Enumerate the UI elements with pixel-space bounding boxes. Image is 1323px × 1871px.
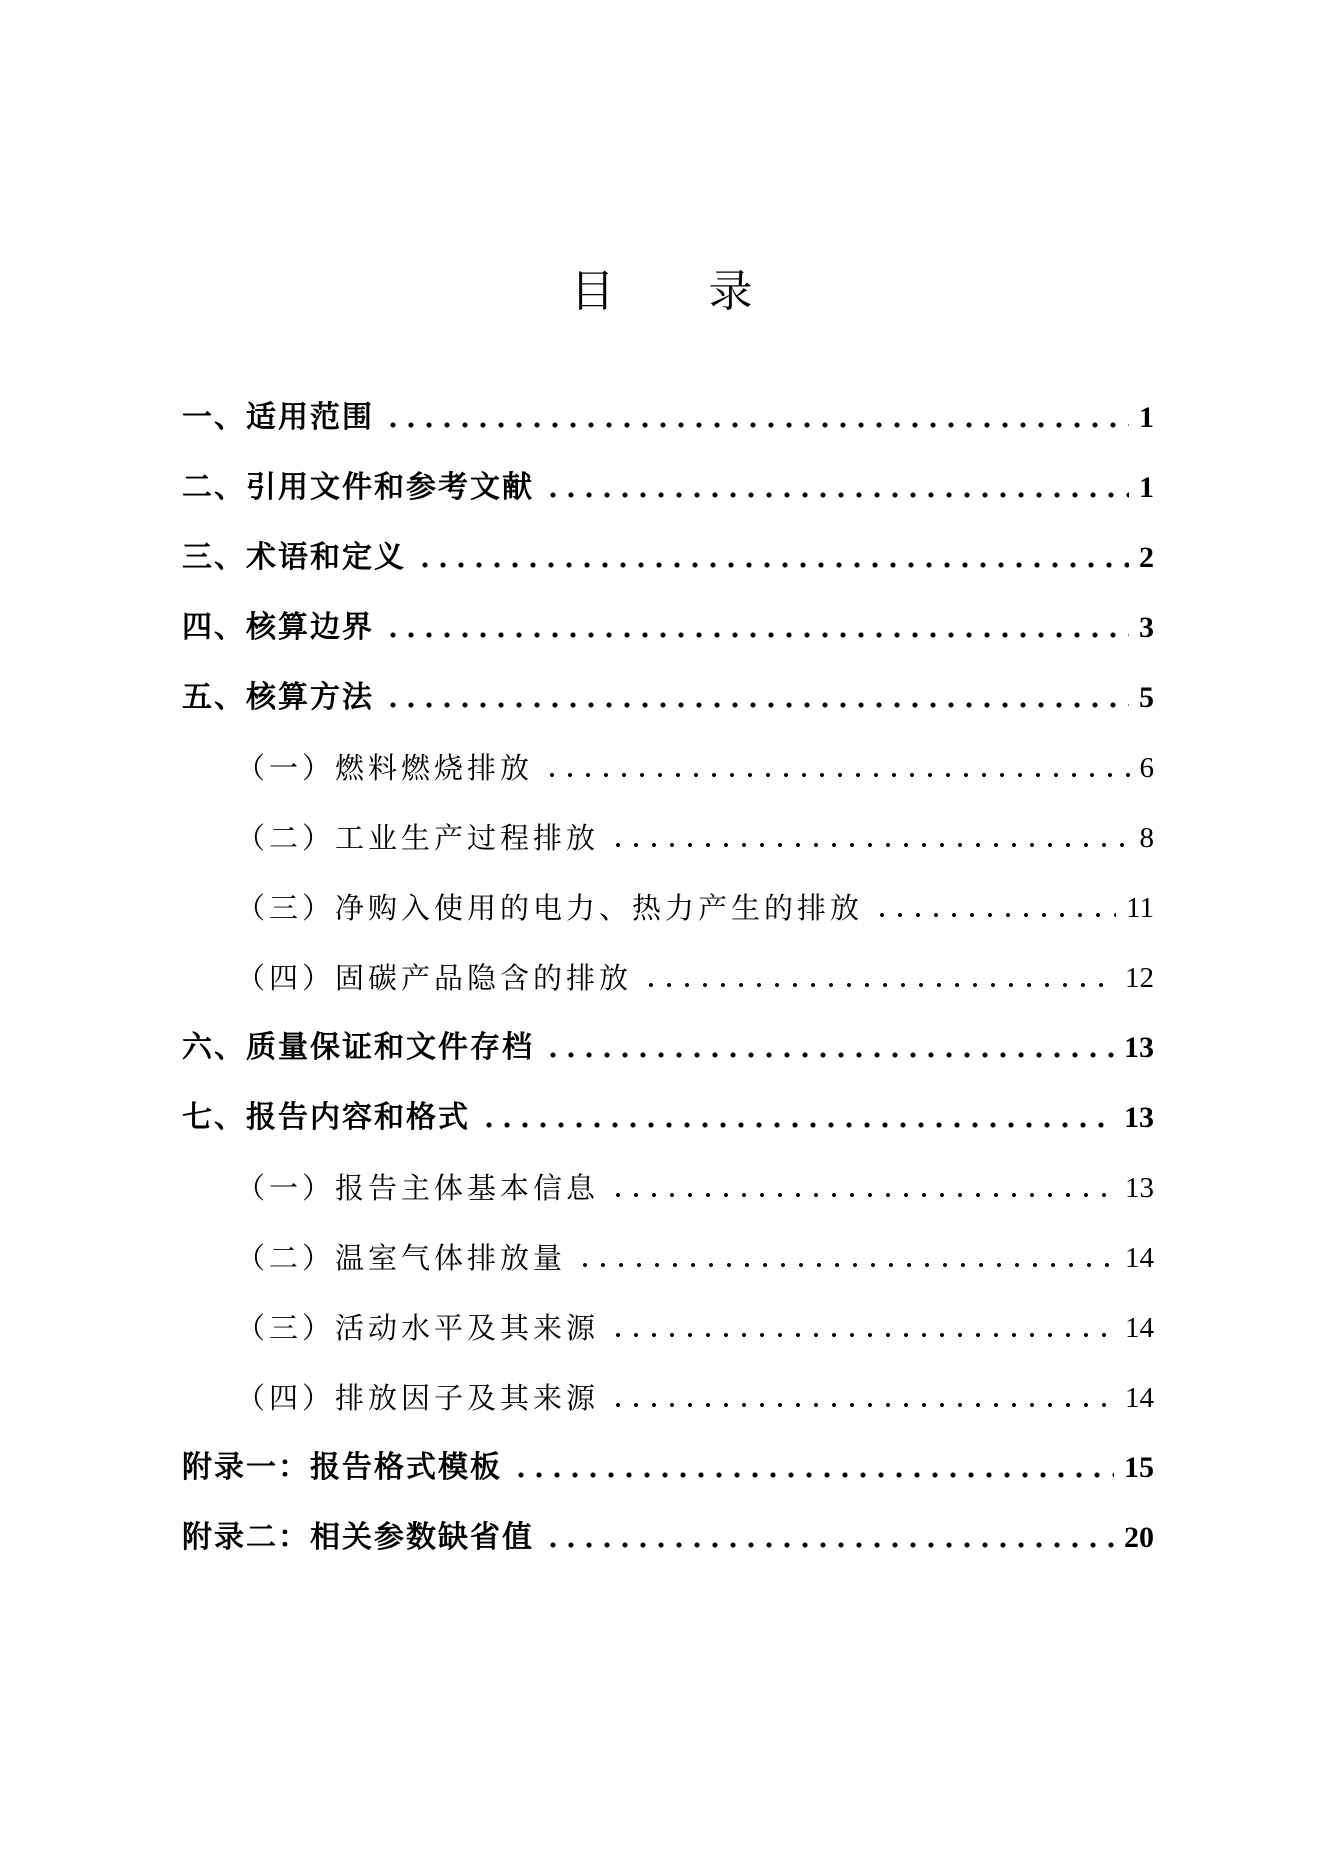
toc-page-number: 1 <box>1139 401 1154 434</box>
toc-dot-leader <box>642 982 1115 988</box>
toc-subentry[interactable] <box>182 1350 1154 1420</box>
toc-page-number: 8 <box>1139 822 1154 854</box>
toc-dot-leader <box>384 422 1129 428</box>
toc-entry[interactable] <box>182 510 1154 580</box>
toc-entry[interactable] <box>182 580 1154 650</box>
toc-dot-leader <box>480 1122 1114 1128</box>
toc-page-number: 13 <box>1125 1172 1154 1204</box>
toc-entry[interactable] <box>182 1420 1154 1490</box>
toc-dot-leader <box>609 1402 1115 1408</box>
toc-entry-title: 附录一：报告格式模板 <box>182 1450 502 1485</box>
toc-dot-leader <box>609 842 1129 848</box>
toc-page-number: 6 <box>1139 752 1154 784</box>
toc-entry-title: 附录二：相关参数缺省值 <box>182 1520 534 1555</box>
toc-dot-leader <box>544 1542 1114 1548</box>
toc-subentry[interactable] <box>182 930 1154 1000</box>
page-title: 目 录 <box>570 266 793 317</box>
toc-entry-title: 六、质量保证和文件存档 <box>182 1030 534 1065</box>
toc-entry-title: （二）温室气体排放量 <box>236 1241 567 1275</box>
toc-dot-leader <box>873 912 1116 918</box>
toc-page-number: 2 <box>1139 541 1154 574</box>
toc-subentry[interactable] <box>182 860 1154 930</box>
toc-dot-leader <box>609 1332 1115 1338</box>
toc-dot-leader <box>544 1052 1114 1058</box>
toc-dot-leader <box>543 772 1129 778</box>
toc-page-number: 13 <box>1124 1101 1154 1134</box>
toc-entry[interactable] <box>182 1490 1154 1560</box>
toc-dot-leader <box>512 1472 1114 1478</box>
toc-entry-title: （三）活动水平及其来源 <box>236 1311 600 1345</box>
toc-entry-title: 一、适用范围 <box>182 400 374 435</box>
toc-dot-leader <box>544 492 1129 498</box>
toc-entry[interactable] <box>182 1000 1154 1070</box>
table-of-contents <box>182 370 1154 1560</box>
toc-entry-title: 七、报告内容和格式 <box>182 1100 470 1135</box>
toc-entry-title: （二）工业生产过程排放 <box>236 821 600 855</box>
toc-entry-title: （一）燃料燃烧排放 <box>236 751 534 785</box>
toc-page-number: 15 <box>1124 1451 1154 1484</box>
toc-dot-leader <box>384 632 1129 638</box>
toc-entry-title: （一）报告主体基本信息 <box>236 1171 600 1205</box>
toc-entry-title: 四、核算边界 <box>182 610 374 645</box>
toc-entry-title: 二、引用文件和参考文献 <box>182 470 534 505</box>
toc-page-number: 14 <box>1125 1382 1154 1414</box>
toc-page-number: 5 <box>1139 681 1154 714</box>
toc-page-number: 1 <box>1139 471 1154 504</box>
toc-entry-title: （四）排放因子及其来源 <box>236 1381 600 1415</box>
toc-page-number: 20 <box>1124 1521 1154 1554</box>
toc-page-number: 13 <box>1124 1031 1154 1064</box>
toc-entry[interactable] <box>182 440 1154 510</box>
toc-page-number: 3 <box>1139 611 1154 644</box>
toc-subentry[interactable] <box>182 1140 1154 1210</box>
toc-page-number: 14 <box>1125 1242 1154 1274</box>
toc-page-number: 14 <box>1125 1312 1154 1344</box>
toc-entry-title: （三）净购入使用的电力、热力产生的排放 <box>236 891 864 925</box>
toc-dot-leader <box>416 562 1129 568</box>
toc-page-number: 12 <box>1125 962 1154 994</box>
toc-entry-title: 五、核算方法 <box>182 680 374 715</box>
toc-subentry[interactable] <box>182 1280 1154 1350</box>
toc-dot-leader <box>609 1192 1115 1198</box>
toc-subentry[interactable] <box>182 720 1154 790</box>
toc-entry[interactable] <box>182 650 1154 720</box>
toc-entry-title: （四）固碳产品隐含的排放 <box>236 961 633 995</box>
toc-entry-title: 三、术语和定义 <box>182 540 406 575</box>
toc-entry[interactable] <box>182 1070 1154 1140</box>
toc-dot-leader <box>384 702 1129 708</box>
toc-subentry[interactable] <box>182 790 1154 860</box>
toc-entry[interactable] <box>182 370 1154 440</box>
toc-dot-leader <box>576 1262 1115 1268</box>
toc-subentry[interactable] <box>182 1210 1154 1280</box>
toc-page-number: 11 <box>1126 892 1154 924</box>
